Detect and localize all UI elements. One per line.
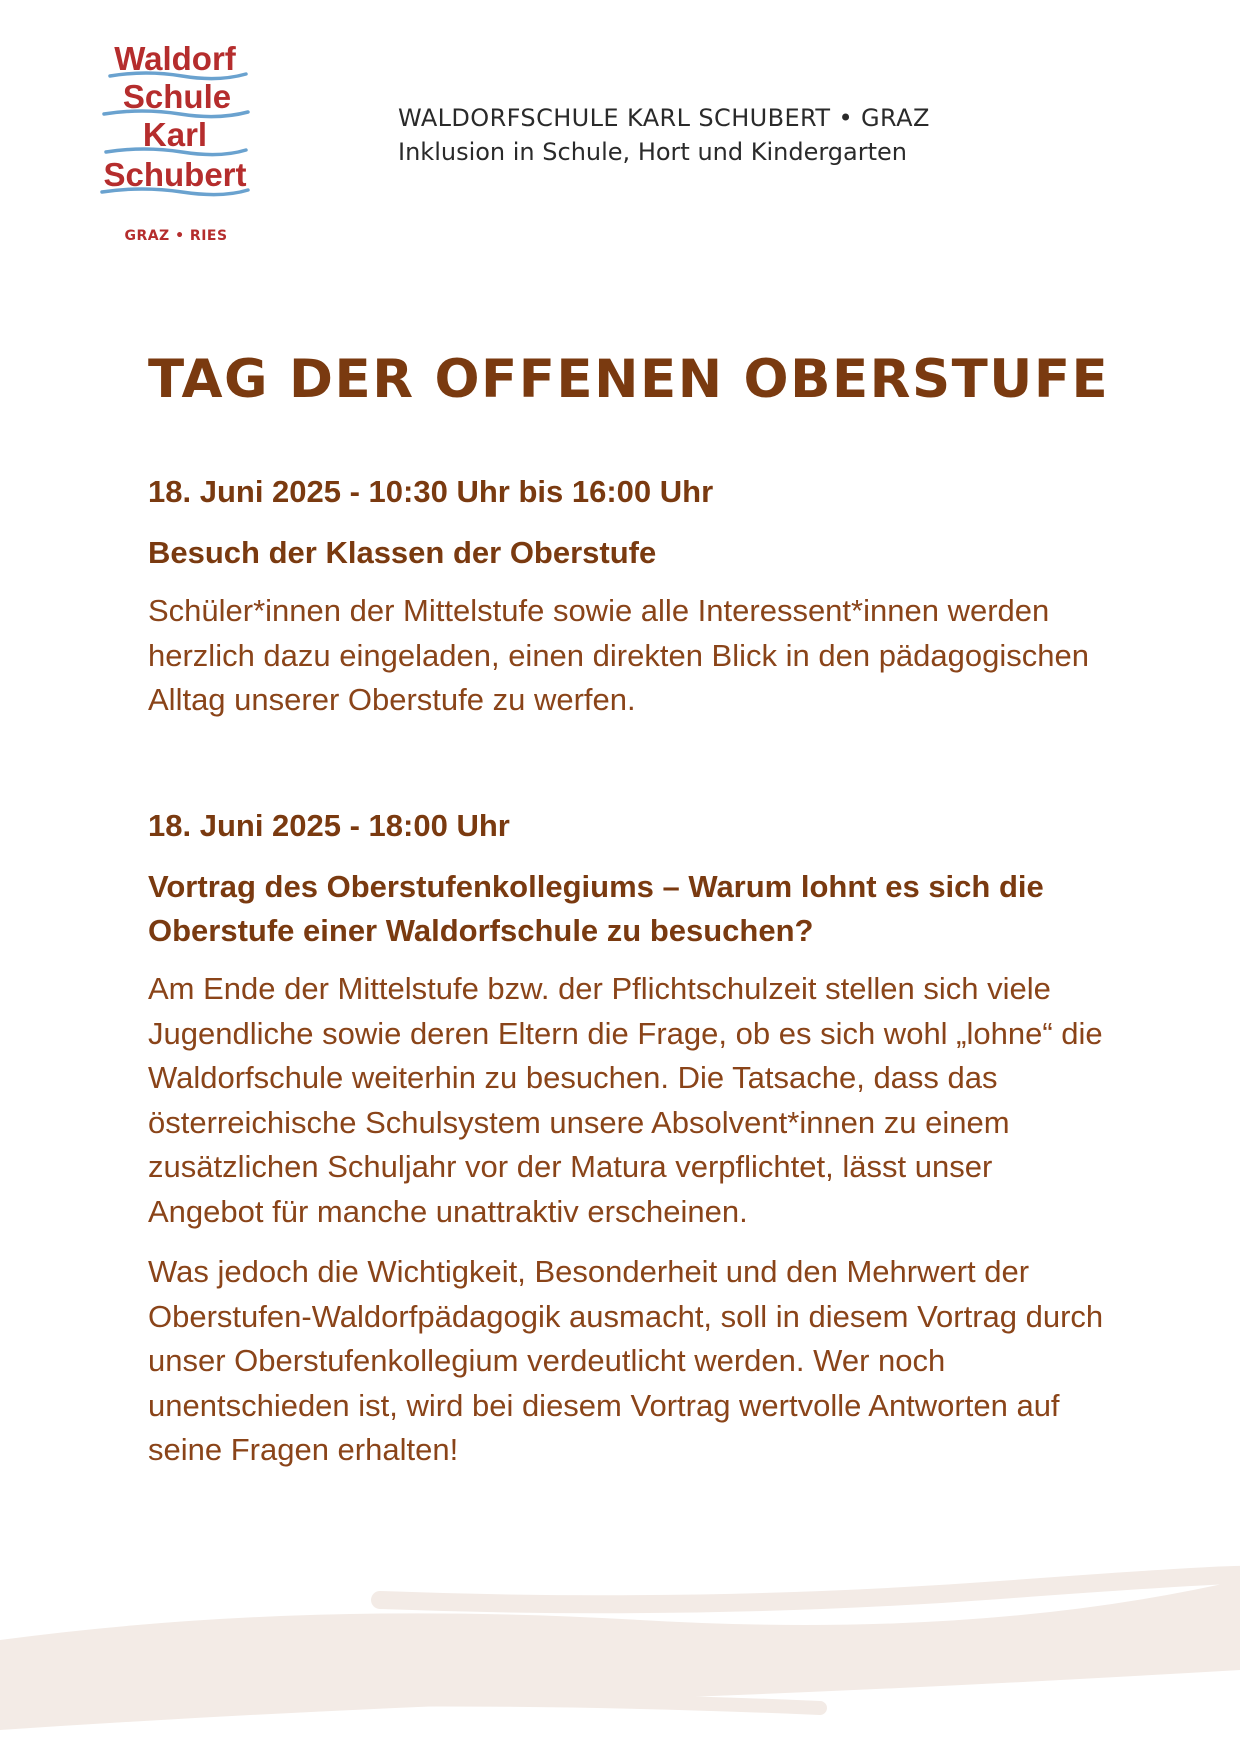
school-logo: [96, 40, 256, 250]
logo-word-schubert: Schubert: [103, 156, 247, 193]
school-tagline: Inklusion in Schule, Hort und Kindergarten: [398, 138, 907, 166]
event-open-classes: [148, 472, 1108, 739]
school-header: [398, 101, 930, 169]
event-description: Schüler*innen der Mittelstufe sowie alle Interessent*innen werden herzlich dazu eingeladen, einen direkten Blick in den pädagogischen Alltag unserer Oberstufe zu werfen.: [148, 593, 1089, 717]
logo-mark: [96, 40, 256, 225]
event-date: 18. Juni 2025 - 18:00 Uhr: [148, 808, 510, 843]
event-description: Am Ende der Mittelstufe bzw. der Pflichtschulzeit stellen sich viele Jugendliche sowie deren Eltern die Frage, ob es sich wohl „lohne“ die Waldorfschule weiterhin zu besuchen. Die Tatsache, dass das österreichische Schulsystem unsere Absolvent*innen zu einem zusätzlichen Schuljahr vor der Matura verpflichtet, lässt unser Angebot für manche unattraktiv erscheinen.: [148, 971, 1103, 1229]
event-title: Besuch der Klassen der Oberstufe: [148, 535, 657, 570]
page-title: TAG DER OFFENEN OBERSTUFE: [148, 349, 1110, 410]
logo-word-karl: Karl: [142, 116, 208, 153]
logo-word-schule: Schule: [122, 78, 232, 115]
event-description: Was jedoch die Wichtigkeit, Besonderheit und den Mehrwert der Oberstufen-Waldorfpädagogik ausmacht, soll in diesem Vortrag durch unser Oberstufenkollegium verdeutlicht werden. Wer noch unentschieden ist, wird bei diesem Vortrag wertvolle Antworten auf seine Fragen erhalten!: [148, 1254, 1104, 1467]
logo-word-waldorf: Waldorf: [114, 40, 236, 77]
swoosh-stroke: [380, 1575, 1240, 1604]
event-date: 18. Juni 2025 - 10:30 Uhr bis 16:00 Uhr: [148, 474, 714, 509]
event-lecture: [148, 806, 1108, 1489]
school-name: WALDORFSCHULE KARL SCHUBERT • GRAZ: [398, 104, 930, 132]
swoosh-stroke: [60, 1699, 820, 1710]
logo-location: GRAZ • RIES: [124, 228, 228, 244]
event-title: Vortrag des Oberstufenkollegiums – Warum lohnt es sich die Oberstufe einer Waldorfschule zu besuchen?: [148, 869, 1044, 948]
decorative-swoosh: [0, 1560, 1240, 1753]
